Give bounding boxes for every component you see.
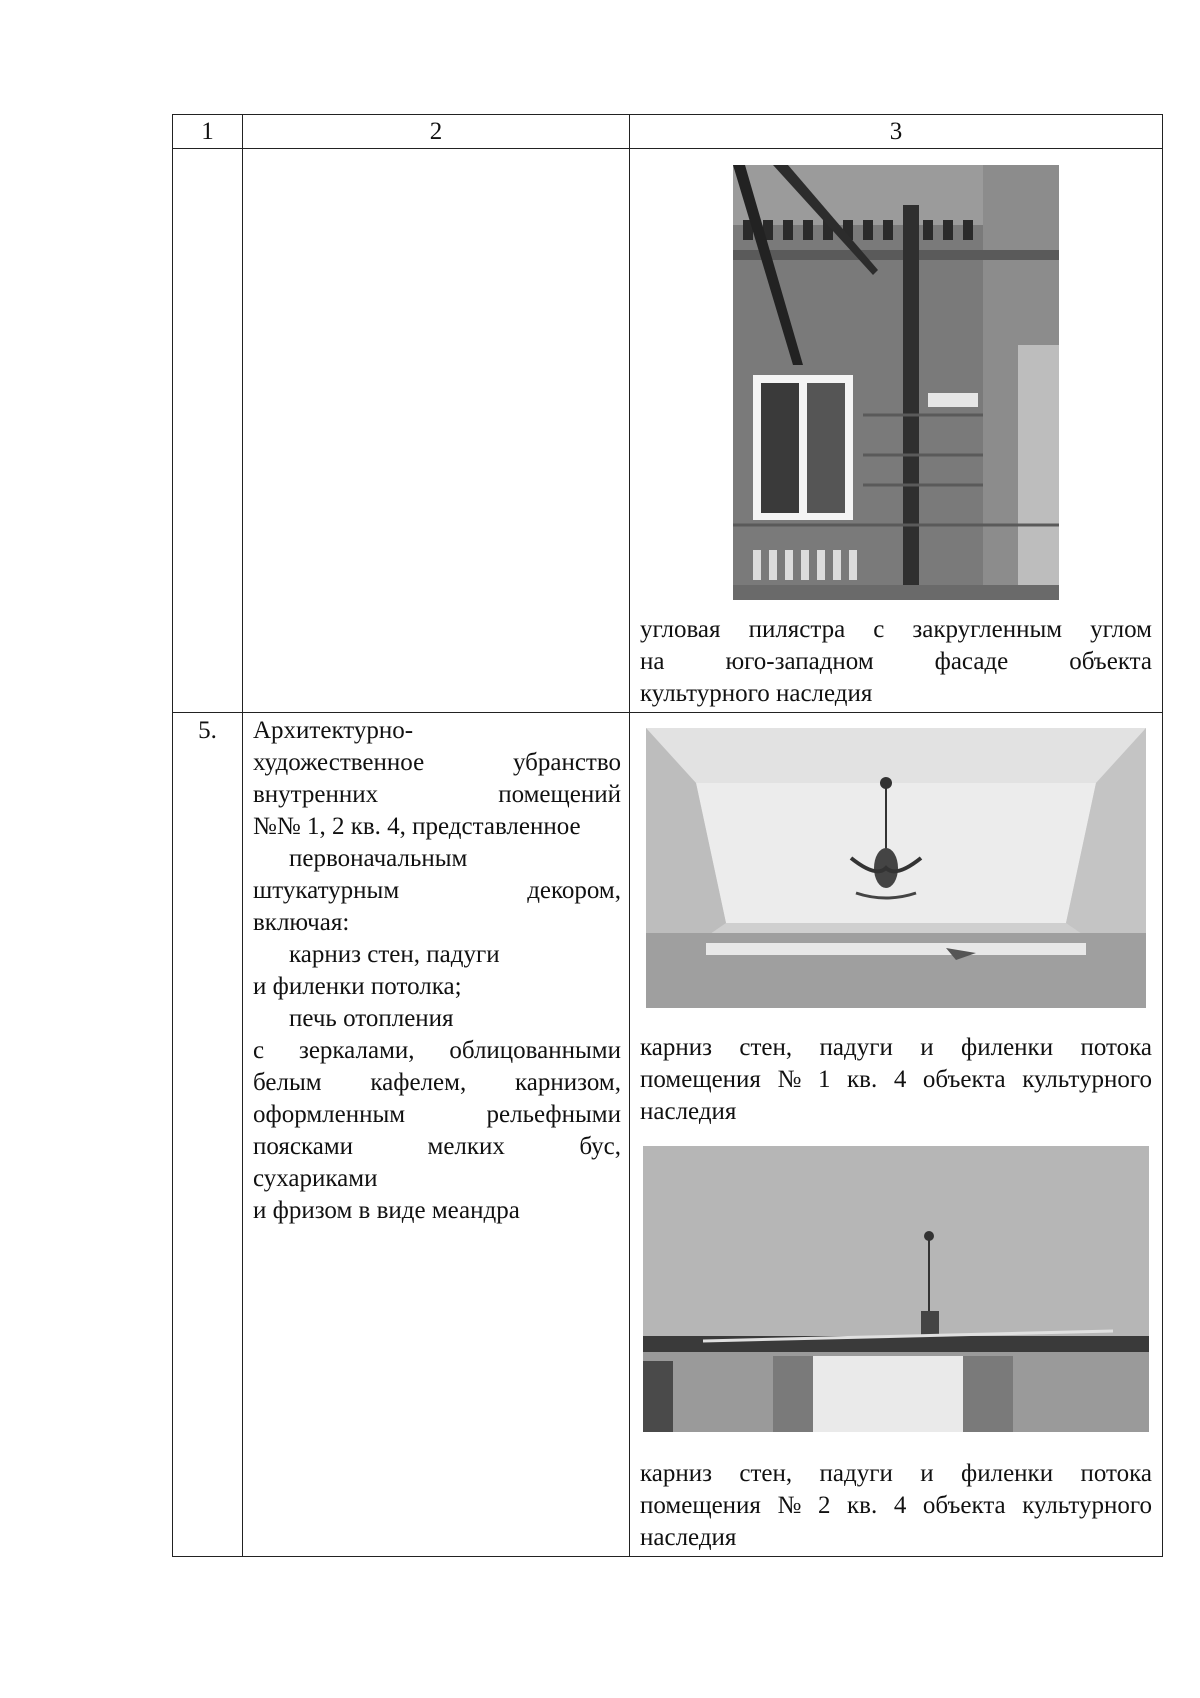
- caption-word: культурного: [1022, 1066, 1152, 1093]
- caption-word: объекта: [1069, 648, 1152, 675]
- description-word: декором,: [527, 877, 621, 904]
- description-line: [253, 779, 621, 811]
- caption-word: наследия: [640, 1098, 737, 1125]
- caption-line: [640, 1458, 1152, 1490]
- caption-word: кв.: [847, 1492, 878, 1519]
- ceiling-photo-2-image: [643, 1146, 1149, 1432]
- caption-word: и: [920, 1460, 934, 1487]
- caption-word: объекта: [922, 1492, 1006, 1519]
- table-header-row: [173, 115, 1163, 149]
- caption-word: филенки: [961, 1460, 1054, 1487]
- ceiling-photo-2: [643, 1146, 1149, 1432]
- caption-word: стен,: [739, 1034, 793, 1061]
- ceiling-photo-1-image: [646, 728, 1146, 1008]
- caption-line: [640, 614, 1152, 646]
- pilaster-photo: [733, 165, 1059, 600]
- description-word: художественное: [253, 749, 425, 776]
- caption-word: карниз: [640, 1460, 712, 1487]
- description-line: первоначальным: [289, 845, 468, 872]
- table-row-continued: [173, 149, 1163, 713]
- caption-word: 4: [893, 1492, 907, 1519]
- description-text: [253, 715, 621, 1227]
- caption-word: наследия: [640, 1524, 737, 1551]
- description-line: включая:: [253, 909, 350, 936]
- description-line: сухариками: [253, 1165, 378, 1192]
- caption-line: [640, 678, 1152, 710]
- caption-word: и: [920, 1034, 934, 1061]
- ceiling-photo-1: [646, 728, 1146, 1008]
- description-word: убранство: [512, 749, 621, 776]
- caption-line: [640, 1096, 1152, 1128]
- caption-word: углом: [1090, 616, 1152, 643]
- description-word: бус,: [579, 1133, 621, 1160]
- description-word: кафелем,: [370, 1069, 467, 1096]
- pilaster-caption: [640, 614, 1152, 710]
- header-cell-2: 2: [243, 115, 630, 149]
- row-number-cell: 5.: [173, 713, 243, 1557]
- description-line: [253, 1067, 621, 1099]
- description-line: и фризом в виде меандра: [253, 1197, 520, 1224]
- caption-word: стен,: [739, 1460, 793, 1487]
- caption-word: потока: [1080, 1460, 1152, 1487]
- caption-word: на: [640, 648, 665, 675]
- caption-word: культурного наследия: [640, 680, 873, 707]
- caption-word: филенки: [961, 1034, 1054, 1061]
- description-line: печь отопления: [289, 1005, 454, 1032]
- caption-word: №: [777, 1066, 802, 1093]
- caption-word: помещения: [640, 1492, 761, 1519]
- row-photo-cell: [630, 149, 1163, 713]
- caption-word: кв.: [847, 1066, 878, 1093]
- row-photo-cell: [630, 713, 1163, 1557]
- description-line: [253, 1035, 621, 1067]
- caption-word: падуги: [819, 1460, 893, 1487]
- row-number-cell: [173, 149, 243, 713]
- description-line: [253, 747, 621, 779]
- description-word: штукатурным: [253, 877, 400, 904]
- header-cell-1: 1: [173, 115, 243, 149]
- description-word: зеркалами,: [298, 1037, 415, 1064]
- description-line: [253, 875, 621, 907]
- description-line: Архитектурно-: [253, 717, 414, 744]
- caption-word: закругленным: [912, 616, 1063, 643]
- description-word: помещений: [498, 781, 621, 808]
- caption-word: потока: [1080, 1034, 1152, 1061]
- caption-word: 4: [893, 1066, 907, 1093]
- caption-word: карниз: [640, 1034, 712, 1061]
- description-word: белым: [253, 1069, 322, 1096]
- caption-word: пилястра: [748, 616, 846, 643]
- caption-line: [640, 1490, 1152, 1522]
- row-description-cell: [243, 713, 630, 1557]
- caption-line: [640, 1032, 1152, 1064]
- description-word: карнизом,: [515, 1069, 621, 1096]
- caption-word: помещения: [640, 1066, 761, 1093]
- caption-word: 1: [817, 1066, 831, 1093]
- caption-word: угловая: [640, 616, 721, 643]
- table-row-5: [173, 713, 1163, 1557]
- description-line: [253, 1131, 621, 1163]
- caption-line: [640, 646, 1152, 678]
- caption-line: [640, 1064, 1152, 1096]
- header-cell-3: 3: [630, 115, 1163, 149]
- ceiling-caption-1: [640, 1032, 1152, 1128]
- ceiling-caption-2: [640, 1458, 1152, 1554]
- document-table: [172, 114, 1163, 1557]
- description-line: №№ 1, 2 кв. 4, представленное: [253, 813, 581, 840]
- caption-word: падуги: [819, 1034, 893, 1061]
- caption-line: [640, 1522, 1152, 1554]
- description-line: карниз стен, падуги: [289, 941, 500, 968]
- description-word: рельефными: [486, 1101, 621, 1128]
- description-word: мелких: [427, 1133, 505, 1160]
- row-description-cell: [243, 149, 630, 713]
- description-word: внутренних: [253, 781, 379, 808]
- description-word: с: [253, 1037, 265, 1064]
- description-word: оформленным: [253, 1101, 406, 1128]
- description-line: [253, 1099, 621, 1131]
- caption-word: фасаде: [934, 648, 1009, 675]
- description-word: поясками: [253, 1133, 354, 1160]
- caption-word: объекта: [922, 1066, 1006, 1093]
- caption-word: №: [777, 1492, 802, 1519]
- description-word: облицованными: [449, 1037, 621, 1064]
- caption-word: с: [873, 616, 885, 643]
- caption-word: культурного: [1022, 1492, 1152, 1519]
- caption-word: юго-западном: [725, 648, 874, 675]
- description-line: и филенки потолка;: [253, 973, 462, 1000]
- caption-word: 2: [817, 1492, 831, 1519]
- pilaster-photo-image: [733, 165, 1059, 600]
